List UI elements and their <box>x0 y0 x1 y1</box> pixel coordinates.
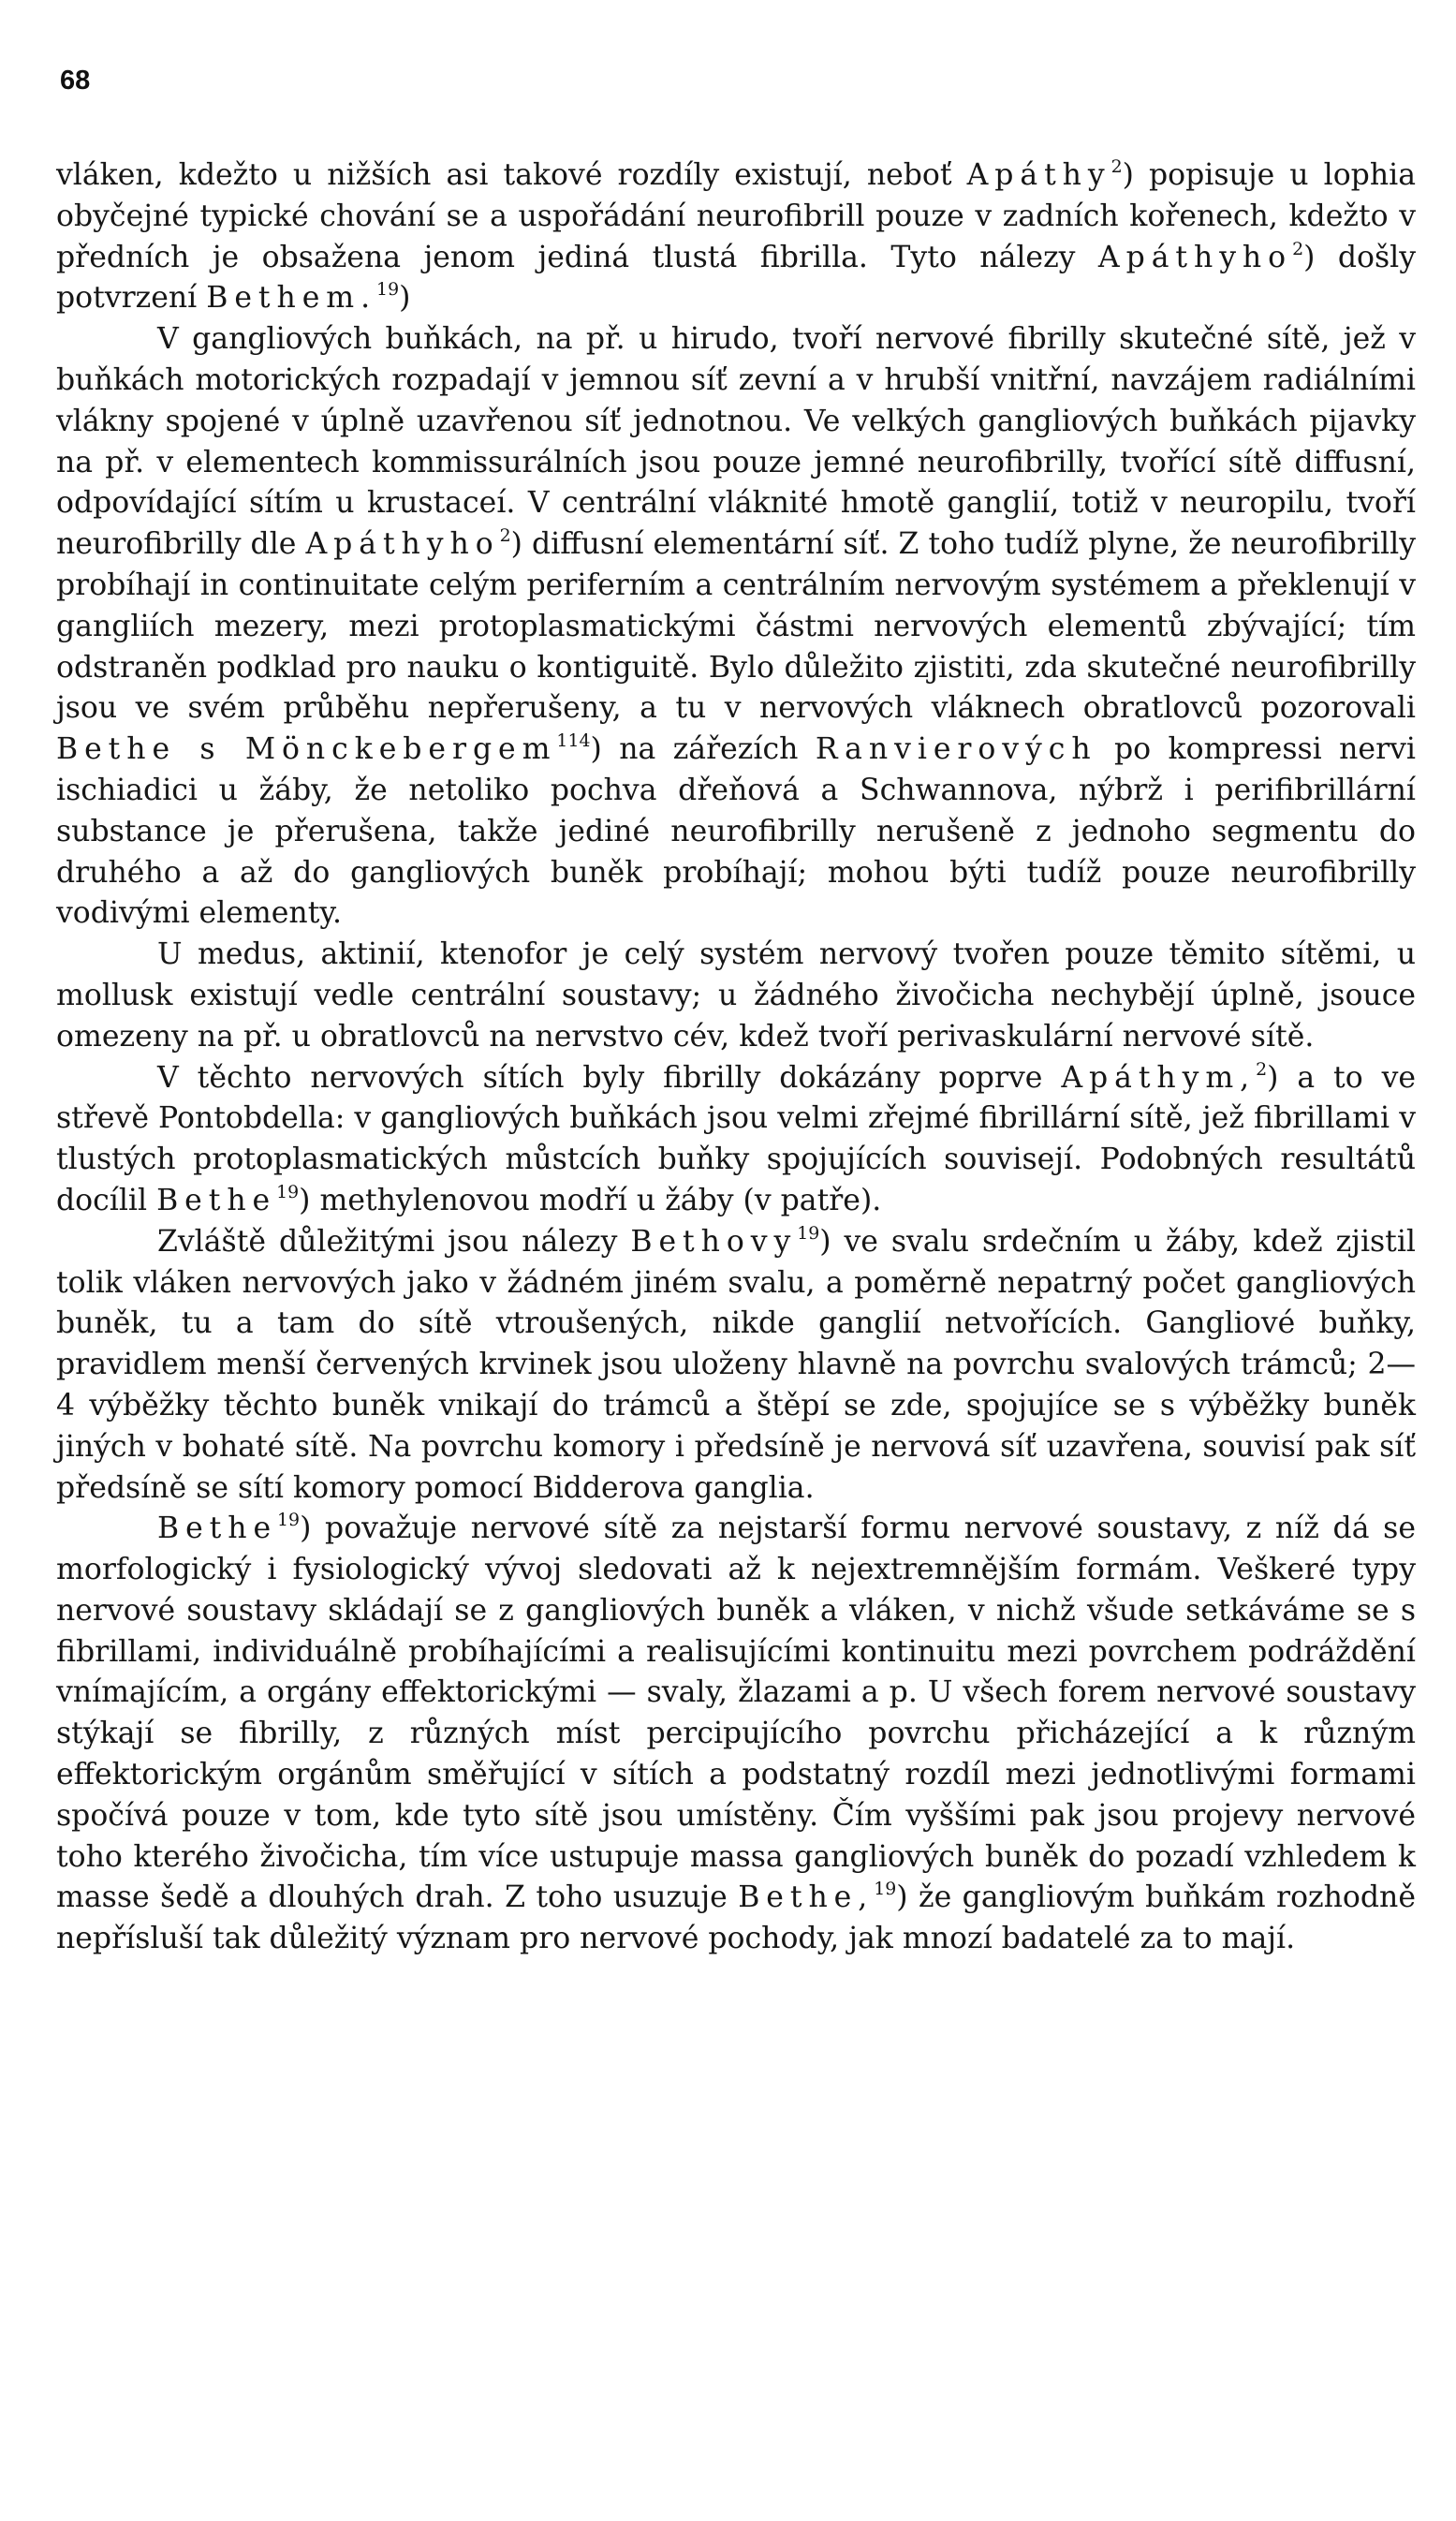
citation-ref: 19 <box>276 1181 300 1202</box>
text-run: ) na zářezích <box>590 732 816 767</box>
text-run: vláken, kdežto u nižších asi takové rozdíly existují, neboť <box>56 158 967 192</box>
citation-ref: 2 <box>1256 1058 1268 1080</box>
citation-ref: 2 <box>1110 155 1123 177</box>
paragraph-3 <box>56 935 1416 1057</box>
author-name: Bethovy <box>630 1224 798 1259</box>
text-run: ) považuje nervové sítě za nejstarší formu nervové soustavy, z níž dá se morfologický i fysiologický vývoj sledovati až k nejextremnějším formám. Veškeré typy nervové soustavy skládají se z gangliových buněk a vláken, v nichž všude setkáváme se s fibrillami, individuálně probíhajícími a realisujícími kontinuitu mezi povrchem podráždění vnímajícím, a orgány effektorickými — svaly, žlazami a p. U všech forem nervové soustavy stýkají se fibrilly, z různých míst percipujícího povrchu přicházející a k různým effektorickým orgánům směřující v sítích a podstatný rozdíl mezi jednotlivými formami spočívá pouze v tom, kde tyto sítě jsou umístěny. Čím vyššími pak jsou projevy nervové toho kterého živočicha, tím více ustupuje massa gangliových buněk do pozadí vzhledem k masse šedě a dlouhých drah. Z toho usuzuje <box>56 1511 1416 1915</box>
author-name: Bethe, <box>738 1880 875 1915</box>
citation-ref: 19 <box>874 1879 897 1900</box>
author-name: Apáthyho <box>305 527 500 562</box>
citation-ref: 19 <box>797 1222 820 1244</box>
text-run: ) methylenovou modří u žáby (v patře). <box>299 1183 882 1217</box>
paragraph-2 <box>56 319 1416 935</box>
text-run: ) diffusní elementární síť. Z toho tudíž plyne, že neurofibrilly probíhají in continuitate celým periferním a centrálním nervovým systémem a překlenují v gangliích mezery, mezi protoplasmatickými částmi nervových elementů zbývající; tím odstraněn podklad pro nauku o kontiguitě. Bylo důležito zjistiti, zda skutečné neurofibrilly jsou ve svém průběhu nepřerušeny, a tu v nervových vláknech obratlovců pozorovali <box>56 527 1416 726</box>
citation-ref: 2 <box>499 524 511 546</box>
author-name: Bethem. <box>206 281 377 316</box>
author-name: Ranvierových <box>815 732 1097 767</box>
author-name: Bethe <box>157 1511 278 1546</box>
text-run: ) ve svalu srdečním u žáby, kdež zjistil tolik vláken nervových jako v žádném jiném svalu, a poměrně nepatrný počet gangliových buněk, tu a tam do sítě vtroušených, nikde ganglií netvořících. Gangliové buňky, pravidlem menší červených krvinek jsou uloženy hlavně na povrchu svalových trámců; 2—4 výběžky těchto buněk vnikají do trámců a štěpí se zde, spojujíce se s výběžky buněk jiných v bohaté sítě. Na povrchu komory i předsíně je nervová síť uzavřena, souvisí pak síť předsíně se sítí komory pomocí Bidderova ganglia. <box>56 1224 1416 1505</box>
author-name: Bethe s Mönckebergem <box>56 732 557 767</box>
author-name: Bethe <box>156 1183 277 1217</box>
paragraph-4 <box>56 1058 1416 1222</box>
text-run: ) popisuje u lophia obyčejné typické chování se a uspořádání neurofibrill pouze v zadních kořenech, kdežto v předních je obsažena jenom jediná tlustá fibrilla. Tyto nálezy <box>56 158 1416 274</box>
citation-ref: 2 <box>1292 238 1304 259</box>
citation-ref: 19 <box>277 1510 301 1531</box>
paragraph-6 <box>56 1509 1416 1960</box>
text-run: V gangliových buňkách, na př. u hirudo, tvoří nervové fibrilly skutečné sítě, jež v buňkách motorických rozpadají v jemnou síť zevní a v hrubší vnitřní, navzájem radiálními vlákny spojené v úplně uzavřenou síť jednotnou. Ve velkých gangliových buňkách pijavky na př. v elementech kommissurálních jsou pouze jemné neurofibrilly, tvořící sítě diffusní, odpovídající sítím u krustaceí. V centrální vláknité hmotě ganglií, totiž v neuropilu, tvoří neurofibrilly dle <box>56 322 1416 562</box>
body-text <box>56 155 1416 1960</box>
author-name: Apáthym, <box>1061 1060 1257 1095</box>
paragraph-1 <box>56 155 1416 319</box>
author-name: Apáthyho <box>1097 240 1293 274</box>
text-run: ) došly potvrzení <box>56 240 1417 316</box>
text-run: ) že gangliovým buňkám rozhodně nepřísluší tak důležitý význam pro nervové pochody, jak mnozí badatelé za to mají. <box>56 1880 1416 1956</box>
citation-ref: 114 <box>556 730 591 751</box>
citation-ref: 19 <box>376 279 400 301</box>
text-run: ) <box>399 281 411 316</box>
text-run: ) a to ve střevě Pontobdella: v gangliových buňkách jsou velmi zřejmé fibrillární sítě, jež fibrillami v tlustých protoplasmatických můstcích buňky spojujících souvisejí. Podobných resultátů docílil <box>56 1060 1417 1217</box>
page-number: 68 <box>60 66 91 96</box>
paragraph-5 <box>56 1222 1416 1510</box>
text-run: V těchto nervových sítích byly fibrilly dokázány poprve <box>157 1060 1062 1095</box>
text-run: po kompressi nervi ischiadici u žáby, že netoliko pochva dřeňová a Schwannova, nýbrž i perifibrillární substance je přerušena, takže jediné neurofibrilly nerušeně z jednoho segmentu do druhého a až do gangliových buněk probíhají; mohou býti tudíž pouze neurofibrilly vodivými elementy. <box>56 732 1417 931</box>
text-run: Zvláště důležitými jsou nálezy <box>157 1224 631 1259</box>
author-name: Apáthy <box>966 158 1111 192</box>
text-run: U medus, aktinií, ktenofor je celý systém nervový tvořen pouze těmito sítěmi, u mollusk existují vedle centrální soustavy; u žádného živočicha nechybějí úplně, jsouce omezeny na př. u obratlovců na nervstvo cév, kdež tvoří perivaskulární nervové sítě. <box>56 937 1416 1054</box>
